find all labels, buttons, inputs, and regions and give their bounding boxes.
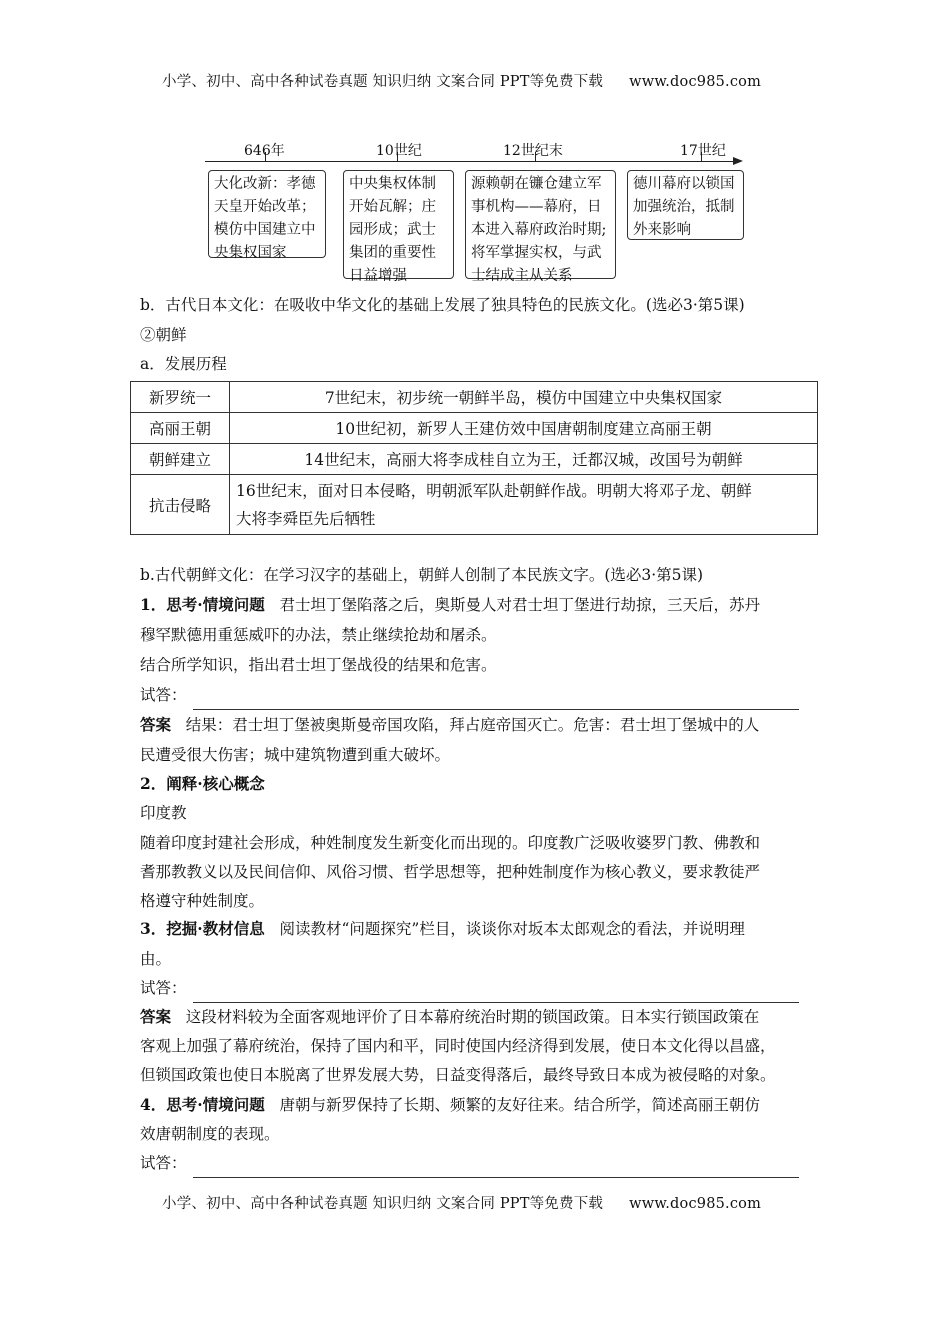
question-3: [140, 914, 745, 944]
question-text-line: 由。: [140, 950, 172, 968]
question-number: 4．: [140, 1095, 167, 1114]
question-number: 3．: [140, 919, 167, 938]
table-row: [131, 475, 818, 535]
question-text-line: 结合所学知识，指出君士坦丁堡战役的结果和危害。: [140, 656, 497, 674]
timeline-box-line: 模仿中国建立中: [214, 222, 316, 238]
table-cell-desc: 7世纪末，初步统一朝鲜半岛，模仿中国建立中央集权国家: [230, 382, 818, 413]
answer-text: 这段材料较为全面客观地评价了日本幕府统治时期的锁国政策。日本实行锁国政策在: [185, 1008, 760, 1026]
timeline-box-12c: [465, 170, 616, 284]
question-tag: 挖掘·教材信息: [166, 919, 265, 938]
header-text: 小学、初中、高中各种试卷真题 知识归纳 文案合同 PPT等免费下载: [162, 74, 604, 90]
answer-line[interactable]: [193, 691, 799, 710]
timeline-box-line: 德川幕府以锁国: [633, 176, 735, 192]
table-cell-desc: 14世纪末，高丽大将李成桂自立为王，迁都汉城，改国号为朝鲜: [230, 444, 818, 475]
timeline-box-line: 将军掌握实权，与武: [471, 245, 602, 261]
timeline-box-line: 外来影响: [633, 222, 691, 238]
question-number: 2．: [140, 774, 167, 793]
question-text: 君士坦丁堡陷落之后，奥斯曼人对君士坦丁堡进行劫掠，三天后，苏丹: [279, 596, 760, 614]
question-2: [140, 769, 265, 799]
question-1: [140, 590, 760, 620]
timeline-label: 12世纪末: [503, 143, 563, 159]
answer-line[interactable]: [193, 1159, 799, 1178]
answer-label: 答案: [140, 1007, 172, 1026]
question-tag: 思考·情境问题: [166, 1095, 265, 1114]
header-site: www.doc985.com: [629, 74, 762, 90]
table-cell-name: 抗击侵略: [131, 475, 230, 535]
timeline-box-646: [208, 170, 326, 261]
timeline-box-line: 大化改新：孝德: [214, 176, 316, 192]
table-cell-desc: [230, 475, 818, 535]
question-text-line: 效唐朝制度的表现。: [140, 1125, 280, 1143]
korea-history-table: [130, 381, 818, 535]
try-label: 试答：: [140, 686, 187, 704]
answer-text-line: 但锁国政策也使日本脱离了世界发展大势，日益变得落后，最终导致日本成为被侵略的对象。: [140, 1066, 776, 1084]
answer-line[interactable]: [193, 984, 799, 1003]
concept-term: 印度教: [140, 804, 187, 822]
timeline-box-line: 加强统治，抵制: [633, 199, 735, 215]
answer-field-4[interactable]: [140, 1148, 799, 1178]
timeline-box-line: 集团的重要性: [349, 245, 436, 261]
timeline-box-line: 央集权国家: [214, 245, 287, 261]
table-row: [131, 444, 818, 475]
question-text: 阅读教材“问题探究”栏目，谈谈你对坂本太郎观念的看法，并说明理: [279, 920, 745, 938]
try-label: 试答：: [140, 979, 187, 997]
footer-text: 小学、初中、高中各种试卷真题 知识归纳 文案合同 PPT等免费下载: [162, 1196, 604, 1212]
timeline-box-line: 园形成；武士: [349, 222, 436, 238]
concept-text-line: 耆那教教义以及民间信仰、风俗习惯、哲学思想等，把种姓制度作为核心教义，要求教徒严: [140, 863, 761, 881]
question-text: 唐朝与新罗保持了长期、频繁的友好往来。结合所学，简述高丽王朝仿: [279, 1096, 760, 1114]
table-row: [131, 413, 818, 444]
question-4: [140, 1090, 760, 1120]
korea-heading: ②朝鲜: [140, 326, 187, 344]
timeline-label: 17世纪: [680, 143, 726, 159]
timeline-axis: [205, 161, 735, 162]
timeline-box-17c: [627, 170, 744, 240]
timeline-box-line: 开始瓦解；庄: [349, 199, 436, 215]
japan-culture-paragraph: b．古代日本文化：在吸收中华文化的基础上发展了独具特色的民族文化。(选必3·第5课): [140, 296, 745, 314]
table-cell-desc: 10世纪初，新罗人王建仿效中国唐朝制度建立高丽王朝: [230, 413, 818, 444]
table-row: [131, 382, 818, 413]
answer-text-line: 民遭受很大伤害；城中建筑物遭到重大破坏。: [140, 746, 451, 764]
concept-text-line: 随着印度封建社会形成，种姓制度发生新变化而出现的。印度教广泛吸收婆罗门教、佛教和: [140, 834, 761, 852]
try-label: 试答：: [140, 1154, 187, 1172]
timeline-label: 646年: [244, 143, 285, 159]
timeline-box-line: 事机构——幕府，日: [471, 199, 602, 215]
question-tag: 思考·情境问题: [166, 595, 265, 614]
answer-text: 结果：君士坦丁堡被奥斯曼帝国攻陷，拜占庭帝国灭亡。危害：君士坦丁堡城中的人: [185, 716, 760, 734]
timeline-box-10c: [343, 170, 454, 284]
timeline-label: 10世纪: [376, 143, 422, 159]
concept-text-line: 格遵守种姓制度。: [140, 892, 265, 910]
table-cell-line: 大将李舜臣先后牺牲: [236, 509, 376, 528]
timeline-arrow: [733, 157, 743, 165]
answer-field-1[interactable]: [140, 680, 799, 710]
page-footer: [162, 1192, 761, 1213]
answer-text-line: 客观上加强了幕府统治，保持了国内和平，同时使国内经济得到发展，使日本文化得以昌盛，: [140, 1037, 776, 1055]
answer-label: 答案: [140, 715, 172, 734]
footer-site: www.doc985.com: [629, 1196, 762, 1212]
answer-field-3[interactable]: [140, 973, 799, 1003]
question-tag: 阐释·核心概念: [166, 774, 265, 793]
timeline-box-line: 本进入幕府政治时期;: [471, 222, 607, 238]
timeline-box-line: 源赖朝在镰仓建立军: [471, 176, 602, 192]
page-header: [162, 70, 761, 91]
answer-3: [140, 1002, 759, 1032]
korea-culture-paragraph: b.古代朝鲜文化：在学习汉字的基础上，朝鲜人创制了本民族文字。(选必3·第5课): [140, 566, 704, 584]
korea-subheading: a．发展历程: [140, 355, 227, 373]
timeline-box-line: 天皇开始改革；: [214, 199, 316, 215]
table-cell-name: 朝鲜建立: [131, 444, 230, 475]
answer-1: [140, 710, 759, 740]
question-text-line: 穆罕默德用重惩威吓的办法，禁止继续抢劫和屠杀。: [140, 626, 497, 644]
timeline-box-line: 中央集权体制: [349, 176, 436, 192]
table-cell-name: 新罗统一: [131, 382, 230, 413]
question-number: 1．: [140, 595, 167, 614]
timeline-box-line: 日益增强: [349, 268, 407, 284]
table-cell-line: 16世纪末，面对日本侵略，明朝派军队赴朝鲜作战。明朝大将邓子龙、朝鲜: [236, 481, 752, 500]
table-cell-name: 高丽王朝: [131, 413, 230, 444]
timeline-box-line: 士结成主从关系: [471, 268, 573, 284]
